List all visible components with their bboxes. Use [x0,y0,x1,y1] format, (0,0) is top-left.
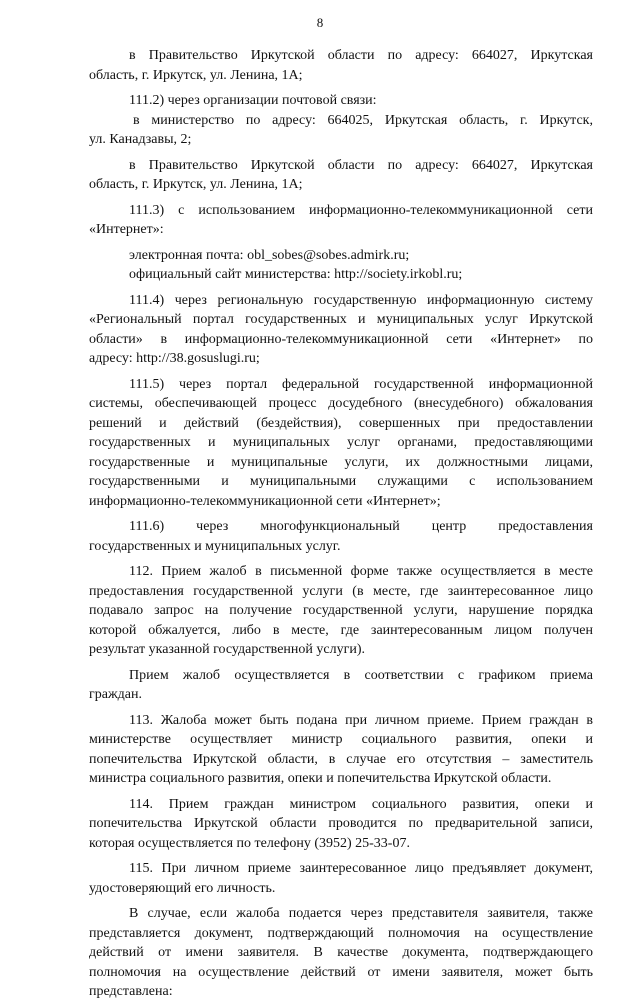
text-line: государственных и муниципальных услуг органами, предоставляющими [89,435,593,450]
text-line: решений и действий (бездействия), совершенных при предоставлении [89,415,593,431]
text-line: подавало запрос на получение государственной услуги, нарушение порядка [89,603,593,618]
text-line: 111.6) через многофункциональный центр предоставления [129,519,593,534]
text-line: в министерство по адресу: 664025, Иркутская область, г. Иркутск, [133,112,593,128]
text-line: ул. Канадзавы, 2; [89,132,192,147]
text-line: попечительства Иркутской области проводится по предварительной записи, [89,816,593,831]
text-line: области» в информационно-телекоммуникационной сети «Интернет» по [89,331,593,347]
text-line: электронная почта: obl_sobes@sobes.admirk.ru; [129,247,410,263]
text-line: попечительства Иркутской области, в случае его отсутствия – заместитель [89,751,593,767]
text-line: граждан. [89,687,142,702]
text-line: область, г. Иркутск, ул. Ленина, 1А; [89,67,303,83]
text-line: область, г. Иркутск, ул. Ленина, 1А; [89,177,303,192]
text-line: результат указанной государственной услуги). [89,642,366,657]
text-line: «Интернет»: [89,222,164,237]
text-line: предоставления государственной услуги (в месте, где заинтересованное лицо [89,583,593,599]
text-line: 111.5) через портал федеральной государственной информационной [129,376,593,392]
text-line: 111.2) через организации почтовой связи: [129,93,377,108]
text-line: В случае, если жалоба подается через представителя заявителя, также [129,906,593,921]
text-line: в Правительство Иркутской области по адресу: 664027, Иркутская [129,48,593,63]
text-line: 111.3) с использованием информационно-телекоммуникационной сети [129,202,593,218]
text-line: в Правительство Иркутской области по адресу: 664027, Иркутская [129,157,593,173]
text-line: которой обжалуется, либо в месте, где заинтересованным лицом получен [89,622,593,638]
text-line: представлена: [89,984,173,999]
text-line: информационно-телекоммуникационной сети «Интернет»; [89,493,441,509]
text-line: полномочия на осуществление действий от имени заявителя, может быть [89,964,593,980]
text-line: 111.4) через региональную государственную информационную систему [129,292,593,308]
text-line: 115. При личном приеме заинтересованное лицо предъявляет документ, [129,861,593,876]
document-body [89,46,593,1002]
text-line: государственных и муниципальных услуг. [89,538,341,554]
text-line: 112. Прием жалоб в письменной форме также осуществляется в месте [129,564,593,579]
text-line: государственными и муниципальными служащими с использованием [89,474,593,489]
text-line: адресу: http://38.gosuslugi.ru; [89,351,260,366]
text-line: министра социального развития, опеки и попечительства Иркутской области. [89,771,552,786]
page-number: 8 [316,15,324,30]
text-line: 114. Прием граждан министром социального развития, опеки и [129,796,593,812]
text-line: которая осуществляется по телефону (3952) 25-33-07. [89,835,410,851]
text-line: министерстве осуществляет министр социального развития, опеки и [89,732,593,747]
text-line: 113. Жалоба может быть подана при личном приеме. Прием граждан в [129,712,593,728]
text-line: Прием жалоб осуществляется в соответствии с графиком приема [129,667,593,683]
text-line: системы, обеспечивающей процесс досудебного (внесудебного) обжалования [89,396,593,411]
text-line: представляется документ, подтверждающий полномочия на осуществление [89,925,593,941]
text-line: удостоверяющий его личность. [89,880,276,896]
text-line: действий от имени заявителя. В качестве документа, подтверждающего [89,945,593,960]
text-line: государственные и муниципальные услуги, их должностными лицами, [89,454,593,470]
text-line: официальный сайт министерства: http://society.irkobl.ru; [129,267,463,282]
text-line: «Региональный портал государственных и муниципальных услуг Иркутской [89,312,593,327]
